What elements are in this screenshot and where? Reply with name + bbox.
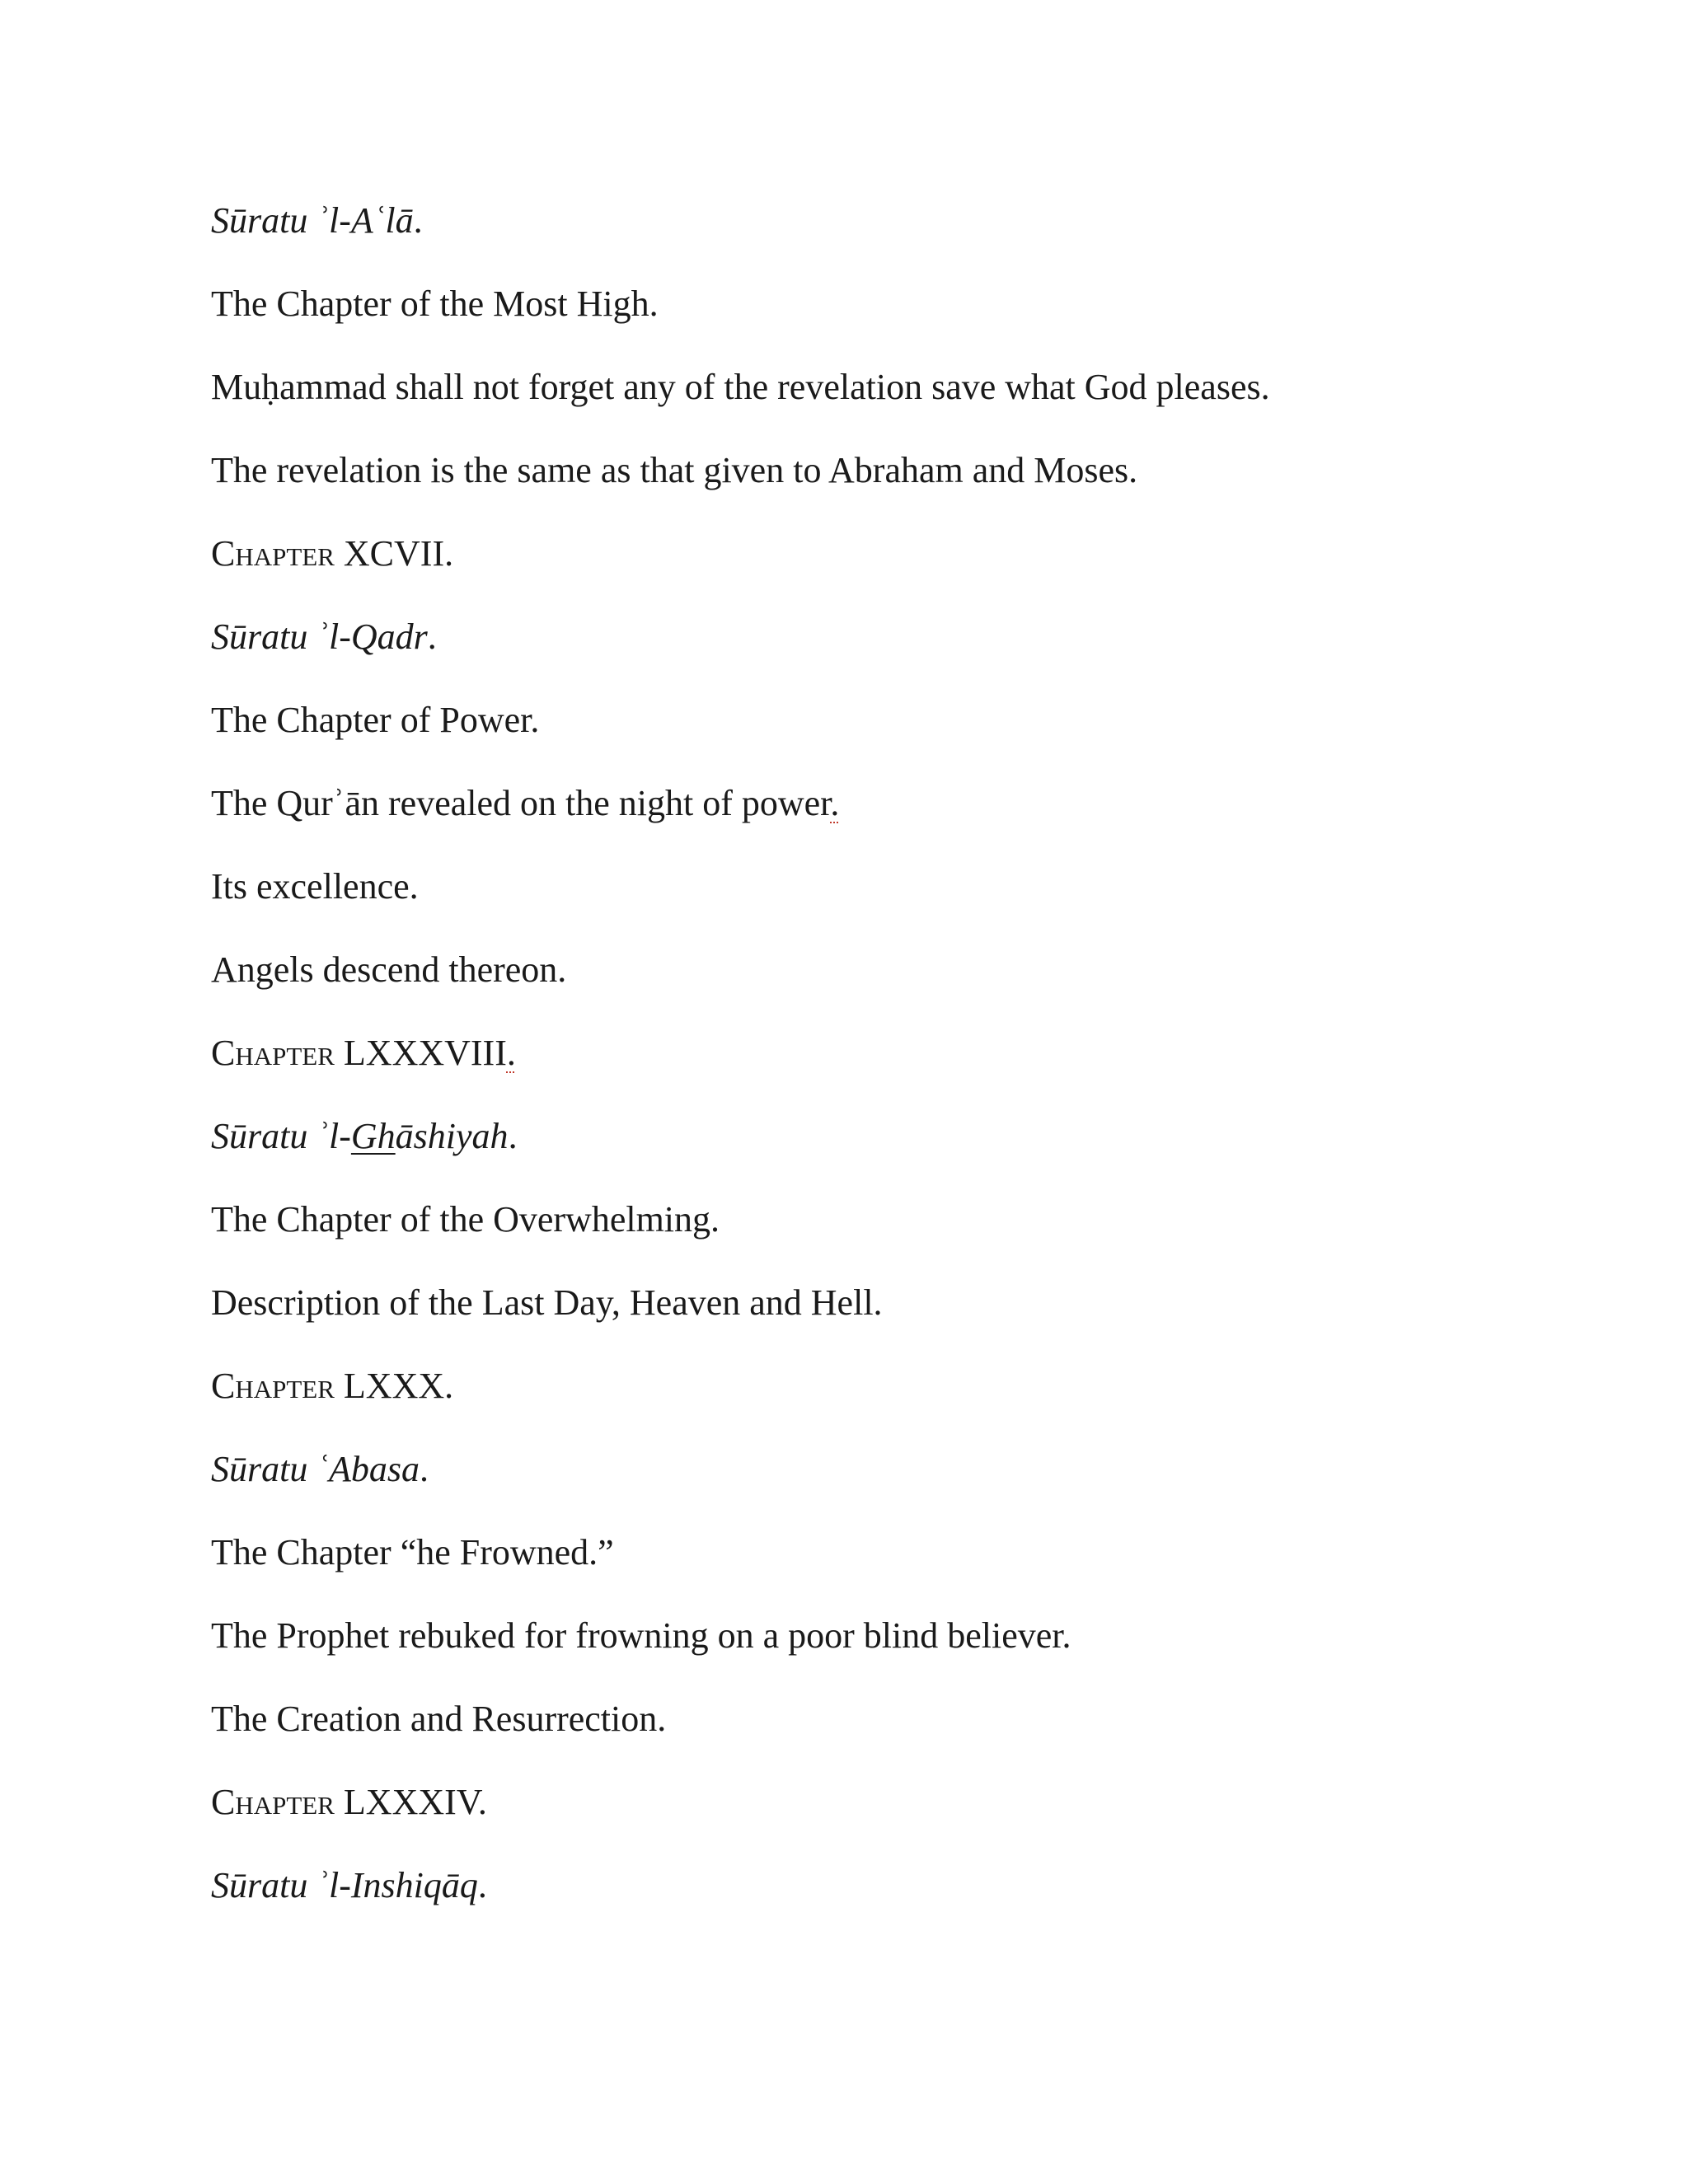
chapter-heading <box>211 1361 1530 1445</box>
spellcheck-mark: . <box>506 1033 516 1073</box>
text-line <box>211 1694 1530 1778</box>
text-segment: . <box>427 616 437 657</box>
text-segment: Angels descend thereon. <box>211 949 567 990</box>
text-segment: Sūratu ʾl- <box>211 1116 351 1156</box>
text-column <box>211 196 1530 1944</box>
text-line <box>211 363 1530 446</box>
text-segment: The Chapter “he Frowned.” <box>211 1532 614 1572</box>
text-line <box>211 945 1530 1029</box>
text-line <box>211 446 1530 529</box>
text-segment: The Chapter of the Overwhelming. <box>211 1199 720 1240</box>
text-segment: Sūratu ʾl-Qadr <box>211 616 428 657</box>
sura-title <box>211 1112 1530 1195</box>
text-segment: Sūratu ʾl-Inshiqāq <box>211 1865 478 1905</box>
text-segment: The revelation is the same as that given to Abraham and Moses. <box>211 450 1138 490</box>
spellcheck-mark: . <box>830 783 840 823</box>
sura-title <box>211 1861 1530 1944</box>
text-segment: Gh <box>350 1116 396 1156</box>
sura-title <box>211 196 1530 279</box>
text-line <box>211 1278 1530 1361</box>
text-segment: . <box>477 1865 487 1905</box>
text-line <box>211 1528 1530 1611</box>
text-segment: Sūratu ʾl-Aʿlā <box>211 200 414 241</box>
chapter-heading <box>211 1029 1530 1112</box>
text-segment: The Chapter of Power. <box>211 700 540 740</box>
text-segment: . <box>420 1449 429 1489</box>
sura-title <box>211 1445 1530 1528</box>
text-line <box>211 779 1530 862</box>
text-line <box>211 862 1530 945</box>
text-segment: Chapter LXXXVIII <box>211 1033 507 1073</box>
text-segment: Sūratu ʿAbasa <box>211 1449 420 1489</box>
sura-title <box>211 612 1530 696</box>
text-segment: Chapter LXXXIV. <box>211 1782 487 1822</box>
text-segment: . <box>508 1116 518 1156</box>
chapter-heading <box>211 529 1530 612</box>
text-segment: Description of the Last Day, Heaven and Hell. <box>211 1282 883 1323</box>
text-segment: The Qurʾān revealed on the night of power <box>211 783 831 823</box>
text-line <box>211 1611 1530 1694</box>
text-segment: . <box>413 200 423 241</box>
text-segment: Chapter XCVII. <box>211 533 454 574</box>
text-line <box>211 696 1530 779</box>
text-segment: Muḥammad shall not forget any of the revelation save what God pleases. <box>211 367 1270 407</box>
text-segment: The Prophet rebuked for frowning on a poor blind believer. <box>211 1615 1071 1656</box>
text-segment: Chapter LXXX. <box>211 1366 454 1406</box>
text-line <box>211 1195 1530 1278</box>
text-segment: Its excellence. <box>211 866 419 907</box>
text-segment: The Creation and Resurrection. <box>211 1699 667 1739</box>
chapter-heading <box>211 1778 1530 1861</box>
text-line <box>211 279 1530 363</box>
text-segment: āshiyah <box>395 1116 509 1156</box>
text-segment: The Chapter of the Most High. <box>211 284 659 324</box>
